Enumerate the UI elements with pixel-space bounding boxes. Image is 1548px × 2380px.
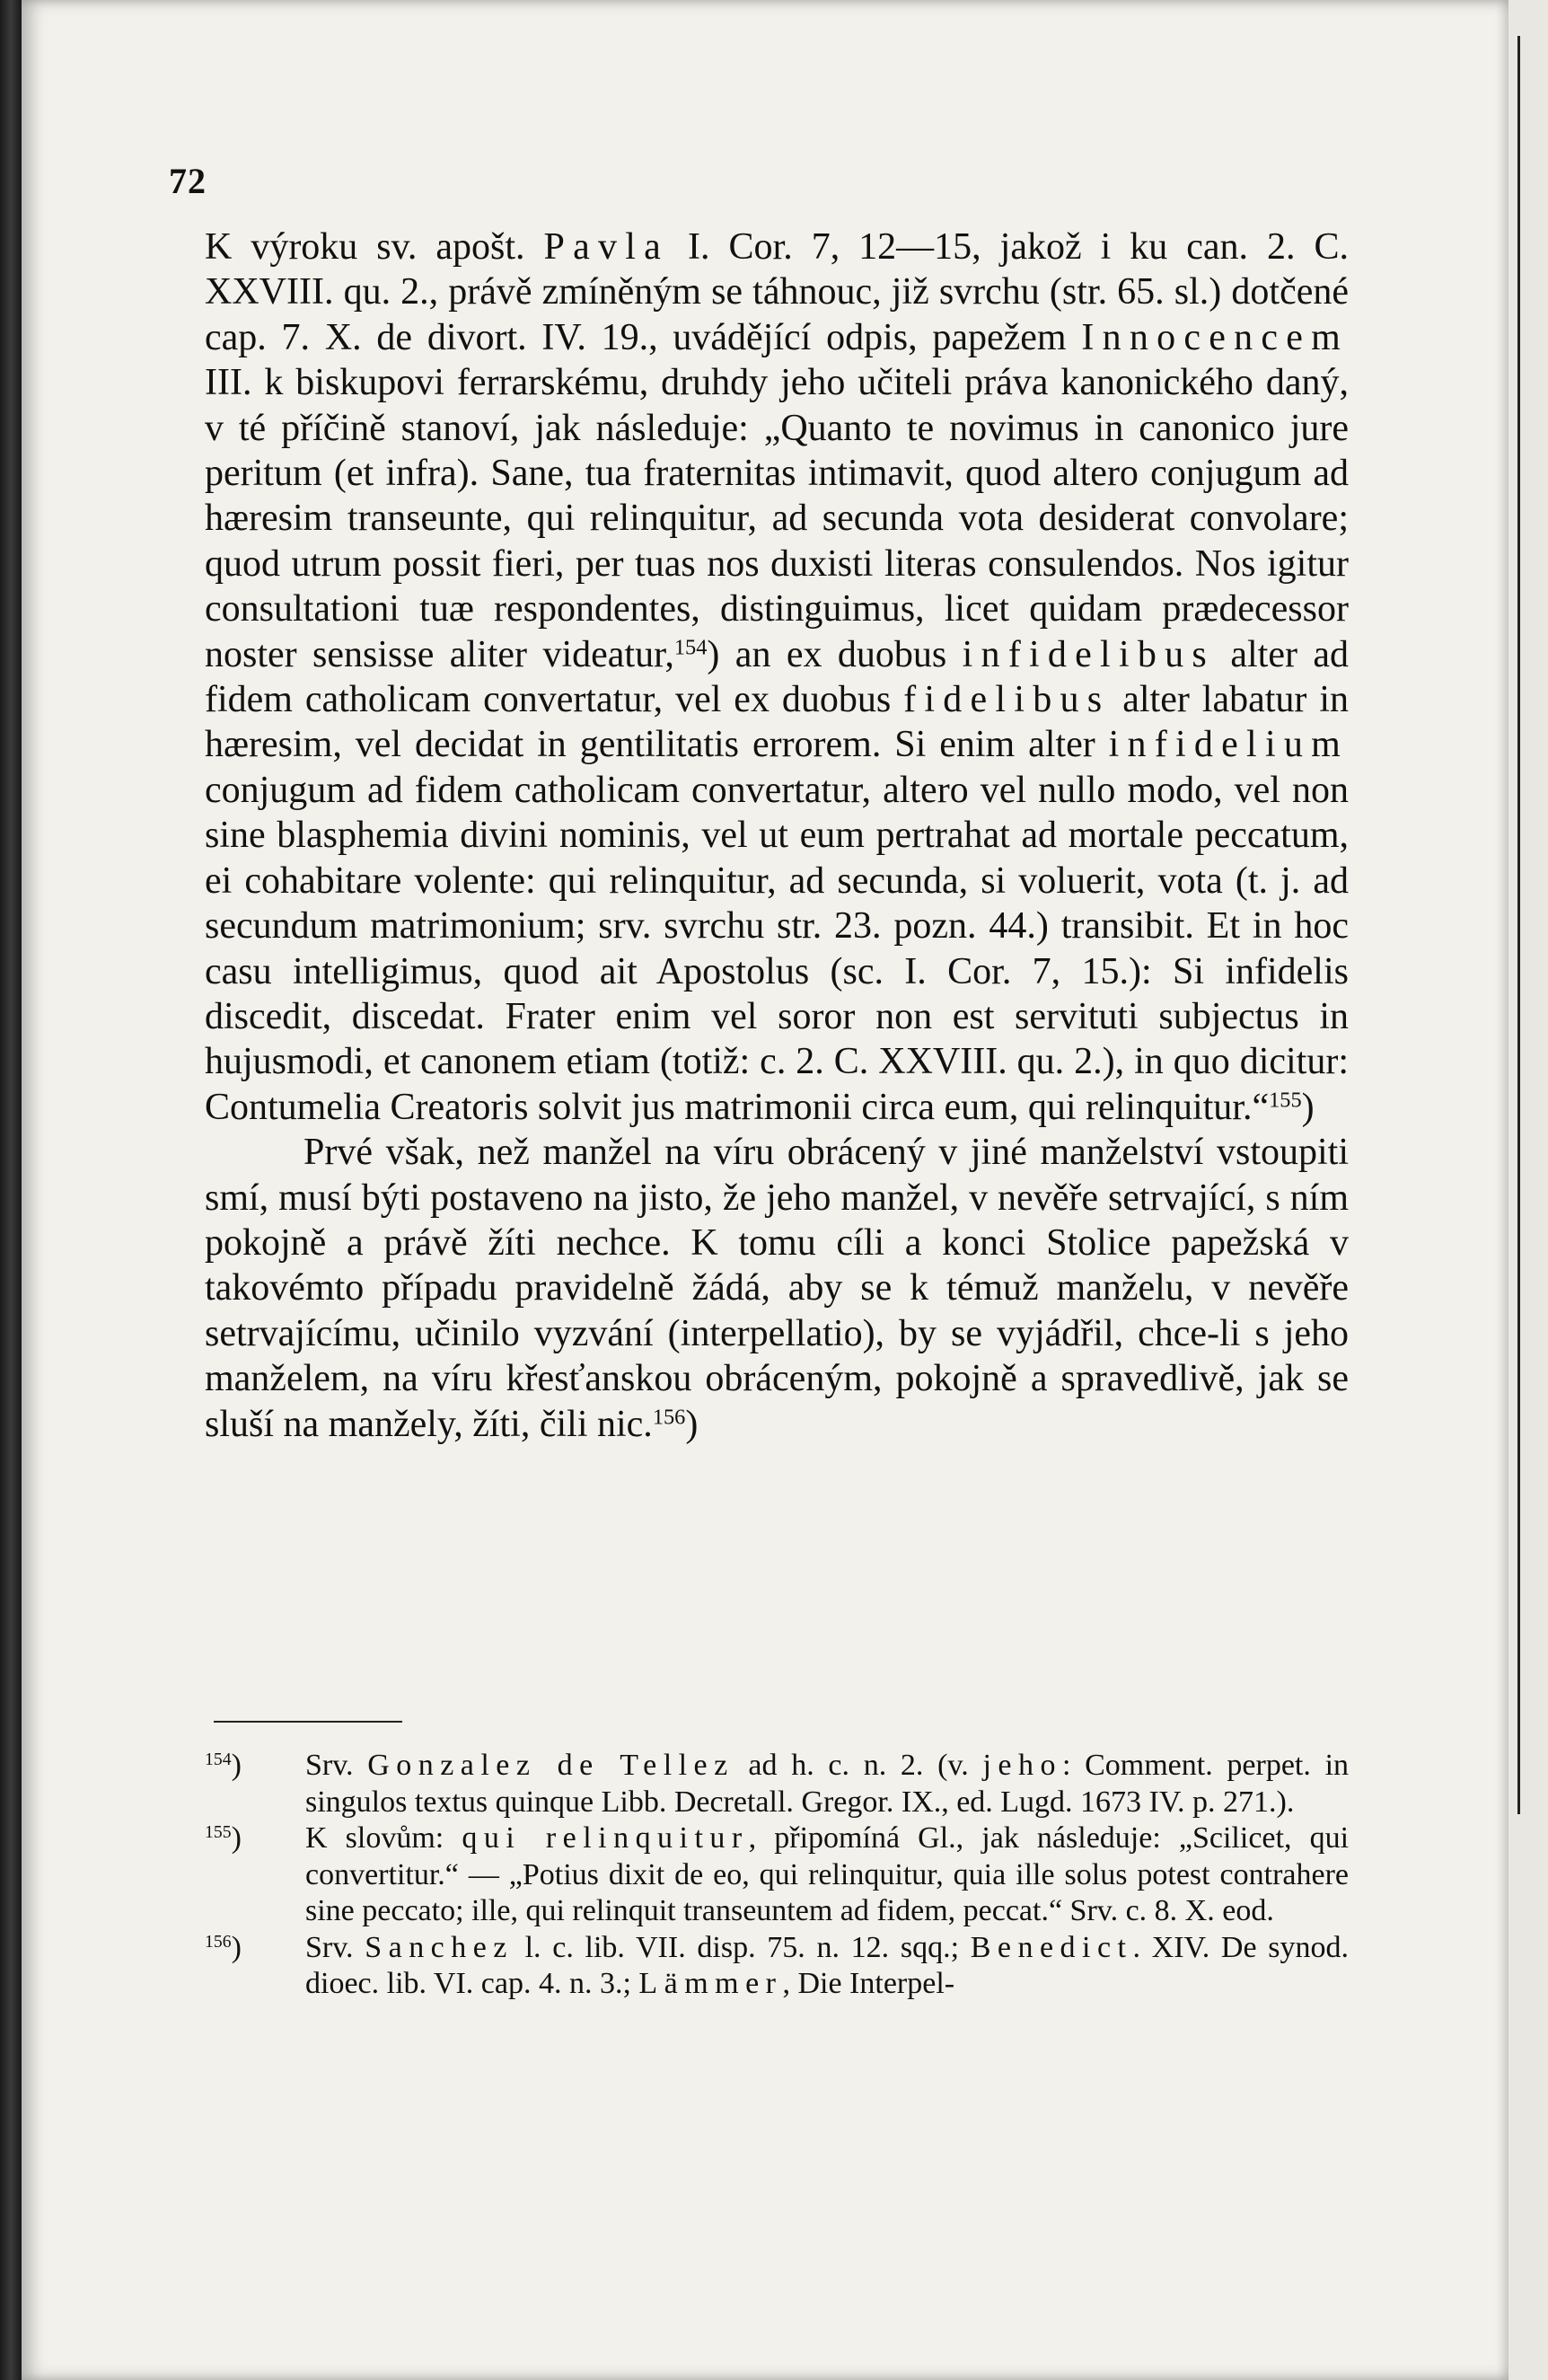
spaced-name: Pavla [543, 226, 670, 268]
paragraph-2: Prvé však, než manžel na víru obrácený v jiné manželství vstoupiti smí, musí býti postaveno na jisto, že jeho manžel, v nevěře setrvající, s ním pokojně a právě žíti nechce. K tomu cíli a konci Stolice papežská v takovémto případu pravidelně žádá, aby se k témuž manželu, v nevěře setrvajícímu, učinilo vyzvání (interpellatio), by se vyjádřil, chce-li s jeho manželem, na víru křesťanskou obráceným, pokojně a spravedlivě, jak se sluší na manžely, žíti, čili nic.$^{156}$) [205, 1132, 1349, 1445]
footnote-divider [214, 1721, 402, 1723]
page-edge-strip [1508, 0, 1548, 2380]
paragraph-1: K výroku sv. apošt. Pavla I. Cor. 7, 12—15, jakož i ku can. 2. C. XXVIII. qu. 2., právě zmíněným se táhnouc, již svrchu (str. 65. sl.) dotčené cap. 7. X. de divort. IV. 19., uvádějící odpis, papežem Innocencem III. k biskupovi ferrarskému, druhdy jeho učiteli práva kanonického daný, v té příčině stanoví, jak následuje: „Quanto te novimus in canonico jure peritum (et infra). Sane, tua fraternitas intimavit, quod altero conjugum ad hæresim transeunte, qui relinquitur, ad secunda vota desiderat convolare; quod utrum possit fieri, per tuas nos duxisti literas consulendos. Nos igitur consultationi tuæ respondentes, distinguimus, licet quidam prædecessor noster sensisse aliter videatur,$^{154}$) an ex duobus infidelibus alter ad fidem catholicam convertatur, vel ex duobus fidelibus alter labatur in hæresim, vel decidat in gentilitatis errorem. Si enim alter infidelium conjugum ad fidem catholicam convertatur, altero vel nullo modo, vel non sine blasphemia divini nominis, vel ut eum pertrahat ad mortale peccatum, ei cohabitare volente: qui relinquitur, ad secunda, si voluerit, vota (t. j. ad secundum matrimonium; srv. svrchu str. 23. pozn. 44.) transibit. Et in hoc casu intelligimus, quod ait Apostolus (sc. I. Cor. 7, 15.): Si infidelis discedit, discedat. Frater enim vel soror non est servituti subjectus in hujusmodi, et canonem etiam (totiž: c. 2. C. XXVIII. qu. 2.), in quo dicitur: Contumelia Creatoris solvit jus matrimonii circa eum, qui relinquitur.“$^{155}$) [205, 226, 1350, 1128]
footnote-ref-155[interactable]: 155 [1269, 1088, 1302, 1113]
footnote-text: Srv. Gonzalez de Tellez ad h. c. n. 2. (v. jeho: Comment. perpet. in singulos textus quinque Libb. Decretall. Gregor. IX., ed. Lugd. 1673 IV. p. 271.). [305, 1749, 1350, 1819]
spaced-name: Innocencem [1081, 316, 1349, 358]
page-number: 72 [169, 161, 207, 201]
main-text [205, 225, 1349, 1447]
footnote-text: K slovům: qui relinquitur, připomíná Gl., jak následuje: „Scilicet, qui convertitur.“ — „Potius dixit de eo, qui relinquitur, quia ille solus potest contrahere sine peccato; ille, qui relinquit transeuntem ad fidem, peccat.“ Srv. c. 8. X. eod. [305, 1821, 1350, 1927]
footnotes [205, 1748, 1349, 2003]
footnote-mark: $^{156}$) [205, 1930, 242, 1964]
footnote-mark: $^{154}$) [205, 1749, 242, 1782]
spaced-term: fidelibus [903, 679, 1111, 721]
footnote-text: Srv. Sanchez l. c. lib. VII. disp. 75. n. 12. sqq.; Benedict. XIV. De synod. dioec. lib. VI. cap. 4. n. 3.; Lämmer, Die Interpel- [305, 1930, 1349, 2000]
footnote-ref-154[interactable]: 154 [673, 635, 708, 660]
spaced-term: infidelibus [962, 633, 1215, 675]
footnote-154 [205, 1748, 1349, 1820]
binding-edge-line [1517, 36, 1520, 1814]
footnote-mark: $^{155}$) [205, 1821, 242, 1855]
spaced-term: infidelium [1108, 724, 1349, 766]
footnote-ref-156[interactable]: 156 [652, 1405, 686, 1430]
footnote-155 [205, 1820, 1349, 1930]
footnote-156 [205, 1930, 1349, 2003]
